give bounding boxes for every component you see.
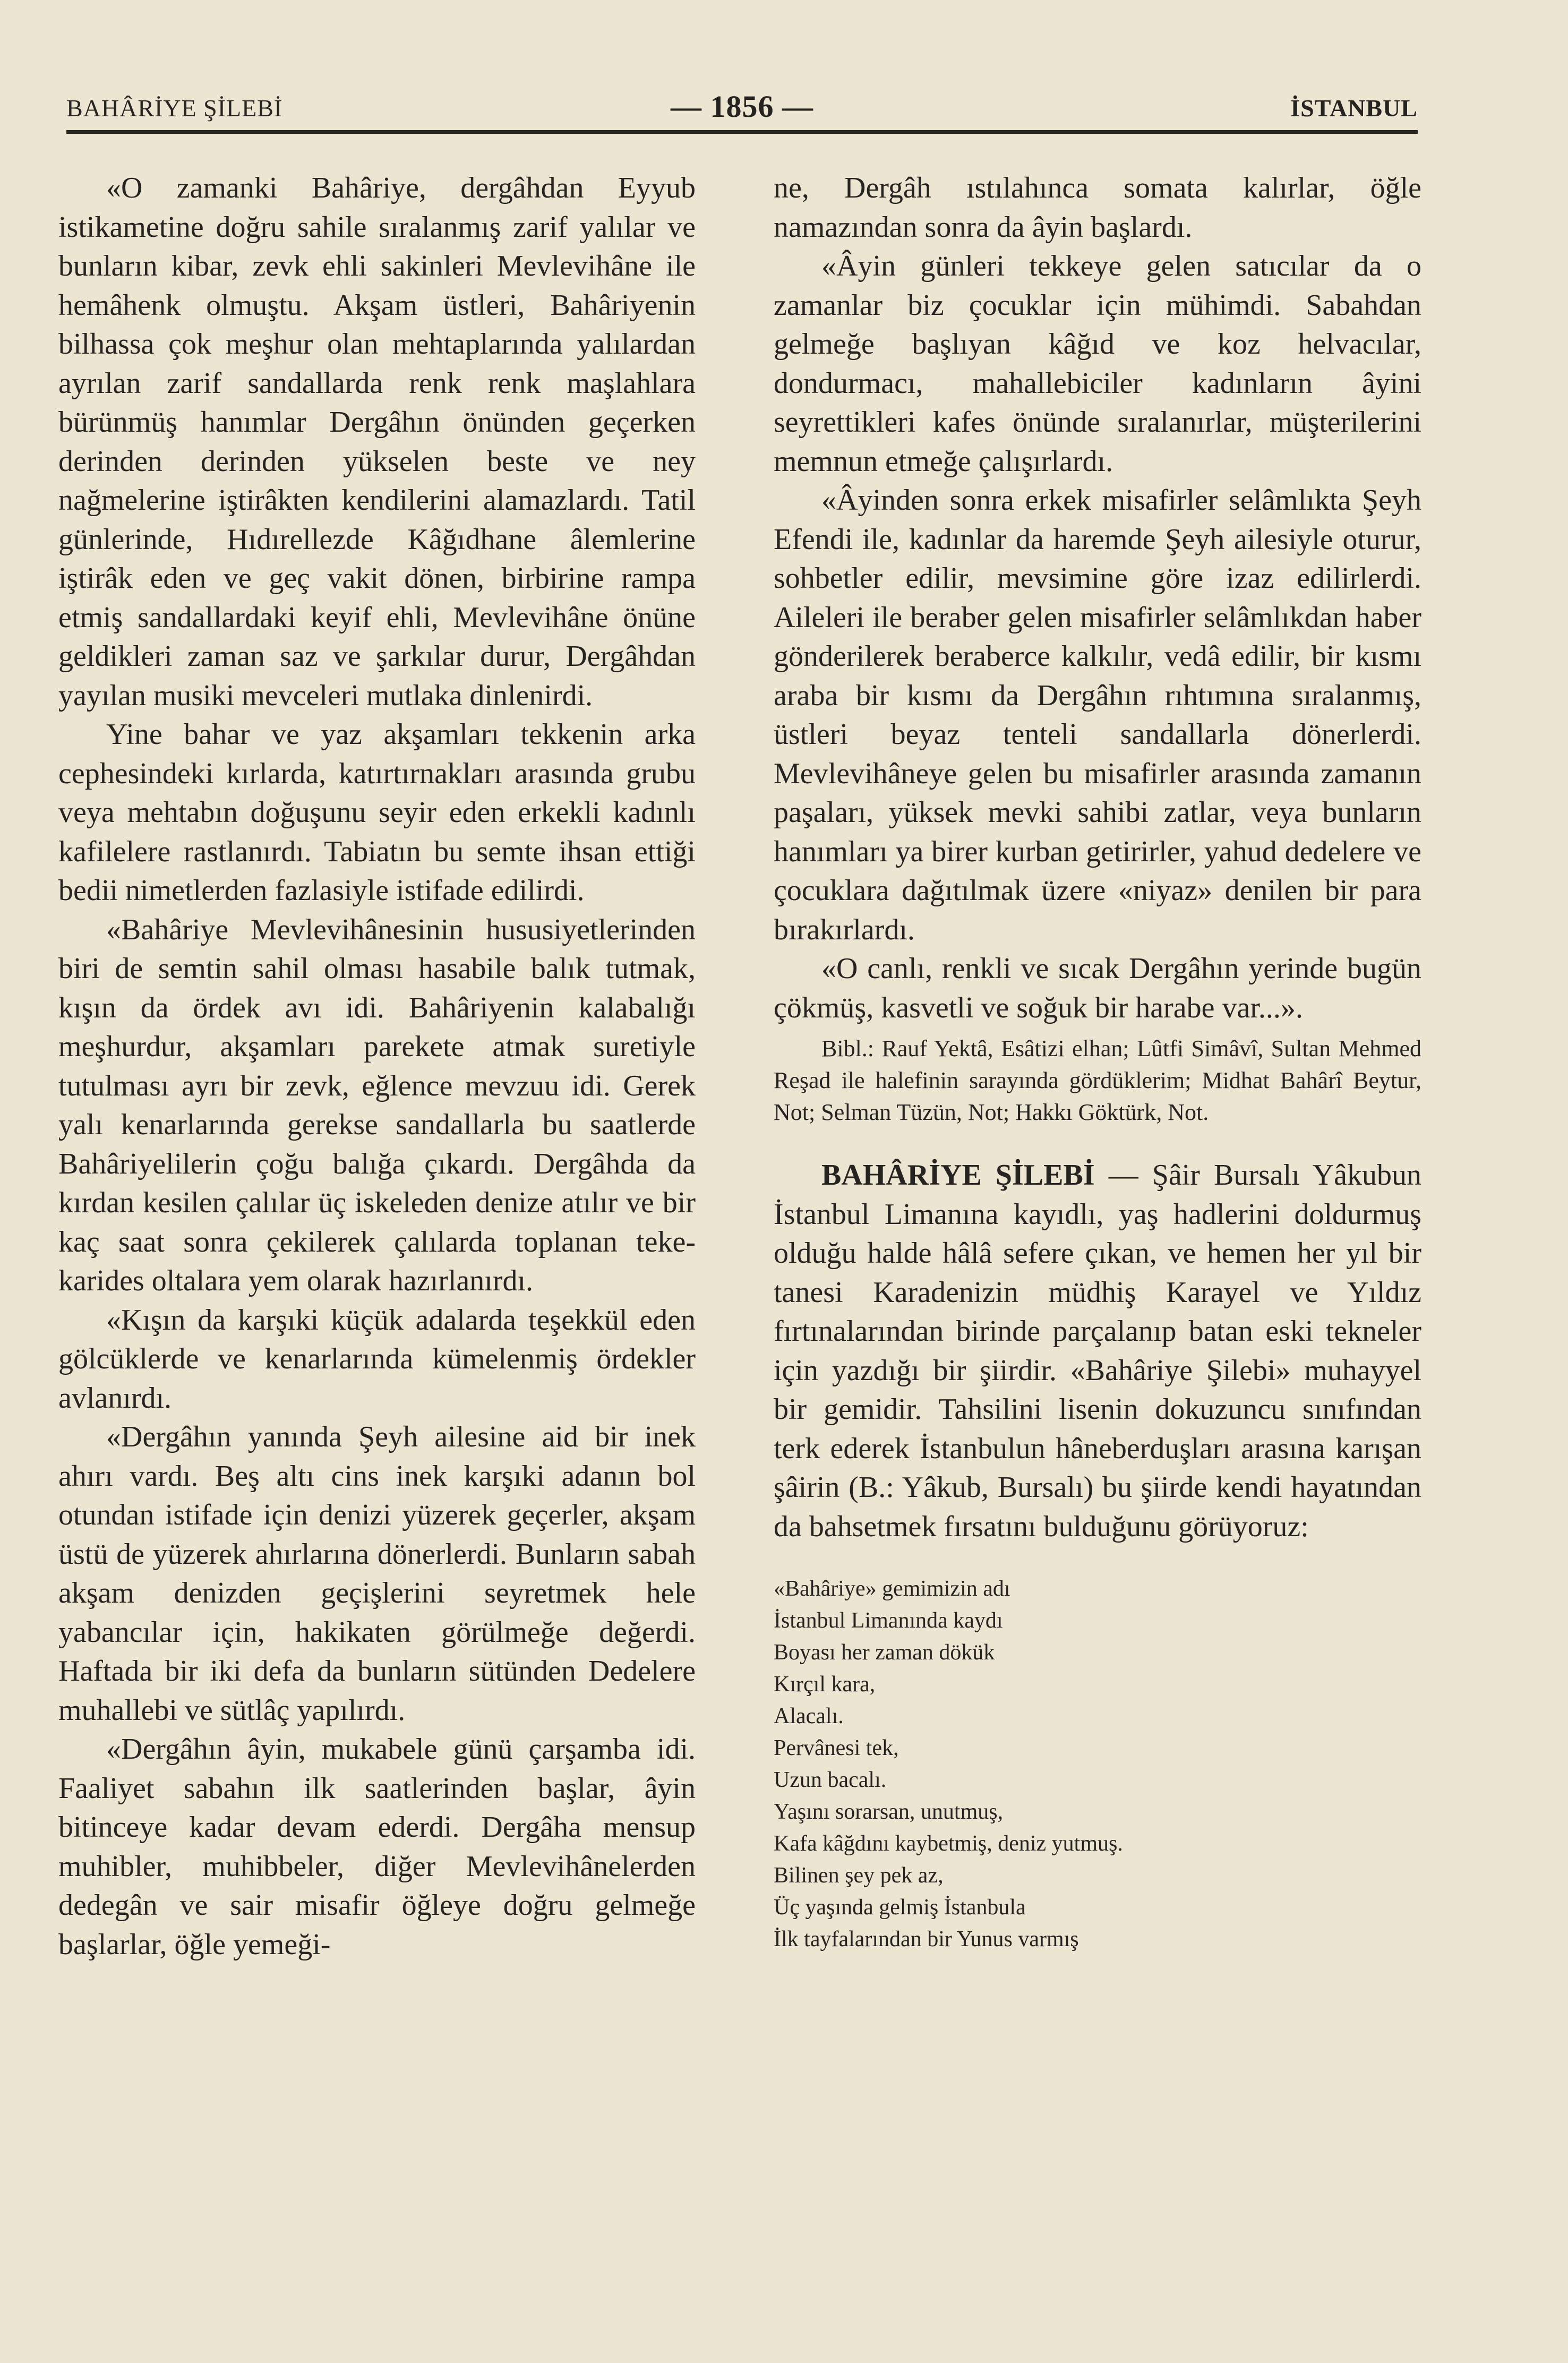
entry-headword: BAHÂRİYE ŞİLEBİ bbox=[821, 1159, 1095, 1192]
poem-line: Pervânesi tek, bbox=[774, 1736, 899, 1760]
poem-line: İlk tayfalarından bir Yunus varmış bbox=[774, 1927, 1079, 1951]
poem-line: Bilinen şey pek az, bbox=[774, 1863, 944, 1888]
page-header bbox=[66, 88, 1418, 125]
poem-line: İstanbul Limanında kaydı bbox=[774, 1608, 1003, 1633]
poem-line: Kafa kâğdını kaybetmiş, deniz yutmuş. bbox=[774, 1831, 1123, 1856]
poem-line: Üç yaşında gelmiş İstanbula bbox=[774, 1895, 1026, 1920]
paragraph: ne, Dergâh ıstılahınca somata kalırlar, öğle namazından sonra da âyin başlardı. bbox=[774, 172, 1421, 244]
paragraph: «Âyin günleri tekkeye gelen satıcılar da o zamanlar biz çocuklar için mühimdi. Sabahdan gelmeğe başlıyan kâğıd ve koz helvacılar, dondurmacı, mahallebiciler kadınların âyini seyrettikleri kafes önünde sıralanırlar, müşterilerini memnun etmeğe çalışırlardı. bbox=[774, 250, 1421, 478]
header-rule bbox=[66, 130, 1418, 134]
paragraph: «Bahâriye Mevlevihânesinin hususiyetlerinden biri de semtin sahil olması hasabile balık tutmak, kışın da ördek avı idi. Bahâriyenin kalabalığı meşhurdur, akşamları parekete atmak suretiyle tutulması ayrı bir zevk, eğlence mevzuu idi. Gerek yalı kenarlarında gerekse sandallarla bu saatlerde Bahâriyelilerin çoğu balığa çıkardı. Dergâhda da kırdan kesilen çalılar üç iskeleden denize atılır ve bir kaç saat sonra çekilerek çalılarda toplanan teke-karides oltalara yem olarak hazırlanırdı. bbox=[58, 913, 696, 1297]
poem-line: Kırçıl kara, bbox=[774, 1672, 876, 1697]
poem-line: «Bahâriye» gemimizin adı bbox=[774, 1577, 1010, 1601]
paragraph: «Dergâhın âyin, mukabele günü çarşamba idi. Faaliyet sabahın ilk saatlerinden başlar, âyin bitinceye kadar devam ederdi. Dergâha mensup muhibler, muhibbeler, diğer Mevlevihânelerden dedegân ve sair misafir öğleye doğru gelmeğe başlarlar, öğle yemeği- bbox=[58, 1733, 696, 1961]
running-title: BAHÂRİYE ŞİLEBİ bbox=[66, 95, 283, 122]
poem-line: Boyası her zaman dökük bbox=[774, 1640, 995, 1665]
poem-line: Alacalı. bbox=[774, 1704, 844, 1728]
right-column bbox=[774, 169, 1421, 1955]
paragraph: «O zamanki Bahâriye, dergâhdan Eyyub istikametine doğru sahile sıralanmış zarif yalılar ve bunların kibar, zevk ehli sakinleri Mevlevihâne ile hemâhenk olmuştu. Akşam üstleri, Bahâriyenin bilhassa çok meşhur olan mehtaplarında yalılardan ayrılan zarif sandallarda renk renk maşlahlara bürünmüş hanımlar Dergâhın önünden geçerken derinden derinden yükselen beste ve ney nağmelerine iştirâkten kendilerini alamazlardı. Tatil günlerinde, Hıdırellezde Kâğıdhane âlemlerine iştirâk eden ve geç vakit dönen, birbirine rampa etmiş sandallardaki keyif ehli, Mevlevihâne önüne geldikleri zaman saz ve şarkılar durur, Dergâhdan yayılan musiki mevceleri mutlaka dinlenirdi. bbox=[58, 172, 696, 712]
poem-line: Uzun bacalı. bbox=[774, 1768, 887, 1792]
poem bbox=[774, 1573, 1421, 1955]
volume-title: İSTANBUL bbox=[1290, 95, 1418, 122]
entry-paragraph bbox=[774, 1156, 1421, 1546]
paragraph: Yine bahar ve yaz akşamları tekkenin arka cephesindeki kırlarda, katırtırnakları arasında grubu veya mehtabın doğuşunu seyir eden erkekli kadınlı kafilelere rastlanırdı. Tabiatın bu semte ihsan ettiği bedii nimetlerden fazlasiyle istifade edilirdi. bbox=[58, 718, 696, 907]
paragraph: «Dergâhın yanında Şeyh ailesine aid bir inek ahırı vardı. Beş altı cins inek karşıki adanın bol otundan istifade için denizi yüzerek geçerler, akşam üstü de yüzerek ahırlarına dönerlerdi. Bunların sabah akşam denizden geçişlerini seyretmek hele yabancılar için, hakikaten görülmeğe değerdi. Haftada bir iki defa da bunların sütünden Dedelere muhallebi ve sütlâç yapılırdı. bbox=[58, 1420, 696, 1727]
left-column bbox=[58, 169, 696, 1964]
page-number: — 1856 — bbox=[671, 89, 813, 124]
paragraph: «Kışın da karşıki küçük adalarda teşekkül eden gölcüklerde ve kenarlarında kümelenmiş ördekler avlanırdı. bbox=[58, 1303, 696, 1415]
spacer bbox=[774, 1128, 1421, 1156]
poem-line: Yaşını sorarsan, unutmuş, bbox=[774, 1800, 1004, 1824]
entry-text: — Şâir Bursalı Yâkubun İstanbul Limanına kayıdlı, yaş hadlerini doldurmuş olduğu halde hâlâ sefere çıkan, ve hemen her yıl bir tanesi Karadenizin müdhiş Karayel ve Yıldız fırtınalarından birinde parçalanıp batan eski tekneler için yazdığı bir şiirdir. «Bahâriye Şilebi» muhayyel bir gemidir. Tahsilini lisenin dokuzuncu sınıfından terk ederek İstanbulun hâneberduşları arasına karışan şâirin (B.: Yâkub, Bursalı) bu şiirde kendi hayatından da bahsetmek fırsatını bulduğunu görüyoruz: bbox=[774, 1159, 1421, 1543]
paragraph: «Âyinden sonra erkek misafirler selâmlıkta Şeyh Efendi ile, kadınlar da haremde Şeyh ailesiyle oturur, sohbetler edilir, mevsimine göre izaz edilirlerdi. Aileleri ile beraber gelen misafirler selâmlıkdan haber gönderilerek beraberce kalkılır, vedâ edilir, bir kısmı araba bir kısmı da Dergâhın rıhtımına sıralanmış, üstleri beyaz tenteli sandallarla dönerlerdi. Mevlevihâneye gelen bu misafirler arasında zamanın paşaları, yüksek mevki sahibi zatlar, veya bunların hanımları ya birer kurban getirirler, yahud dedelere ve çocuklara dağıtılmak üzere «niyaz» denilen bir para bırakırlardı. bbox=[774, 484, 1421, 946]
paragraph: «O canlı, renkli ve sıcak Dergâhın yerinde bugün çökmüş, kasvetli ve soğuk bir harabe var...». bbox=[774, 952, 1421, 1024]
bibliography: Bibl.: Rauf Yektâ, Esâtizi elhan; Lûtfi Simâvî, Sultan Mehmed Reşad ile halefinin sarayında gördüklerim; Midhat Bahârî Beytur, Not; Selman Tüzün, Not; Hakkı Göktürk, Not. bbox=[774, 1035, 1421, 1125]
